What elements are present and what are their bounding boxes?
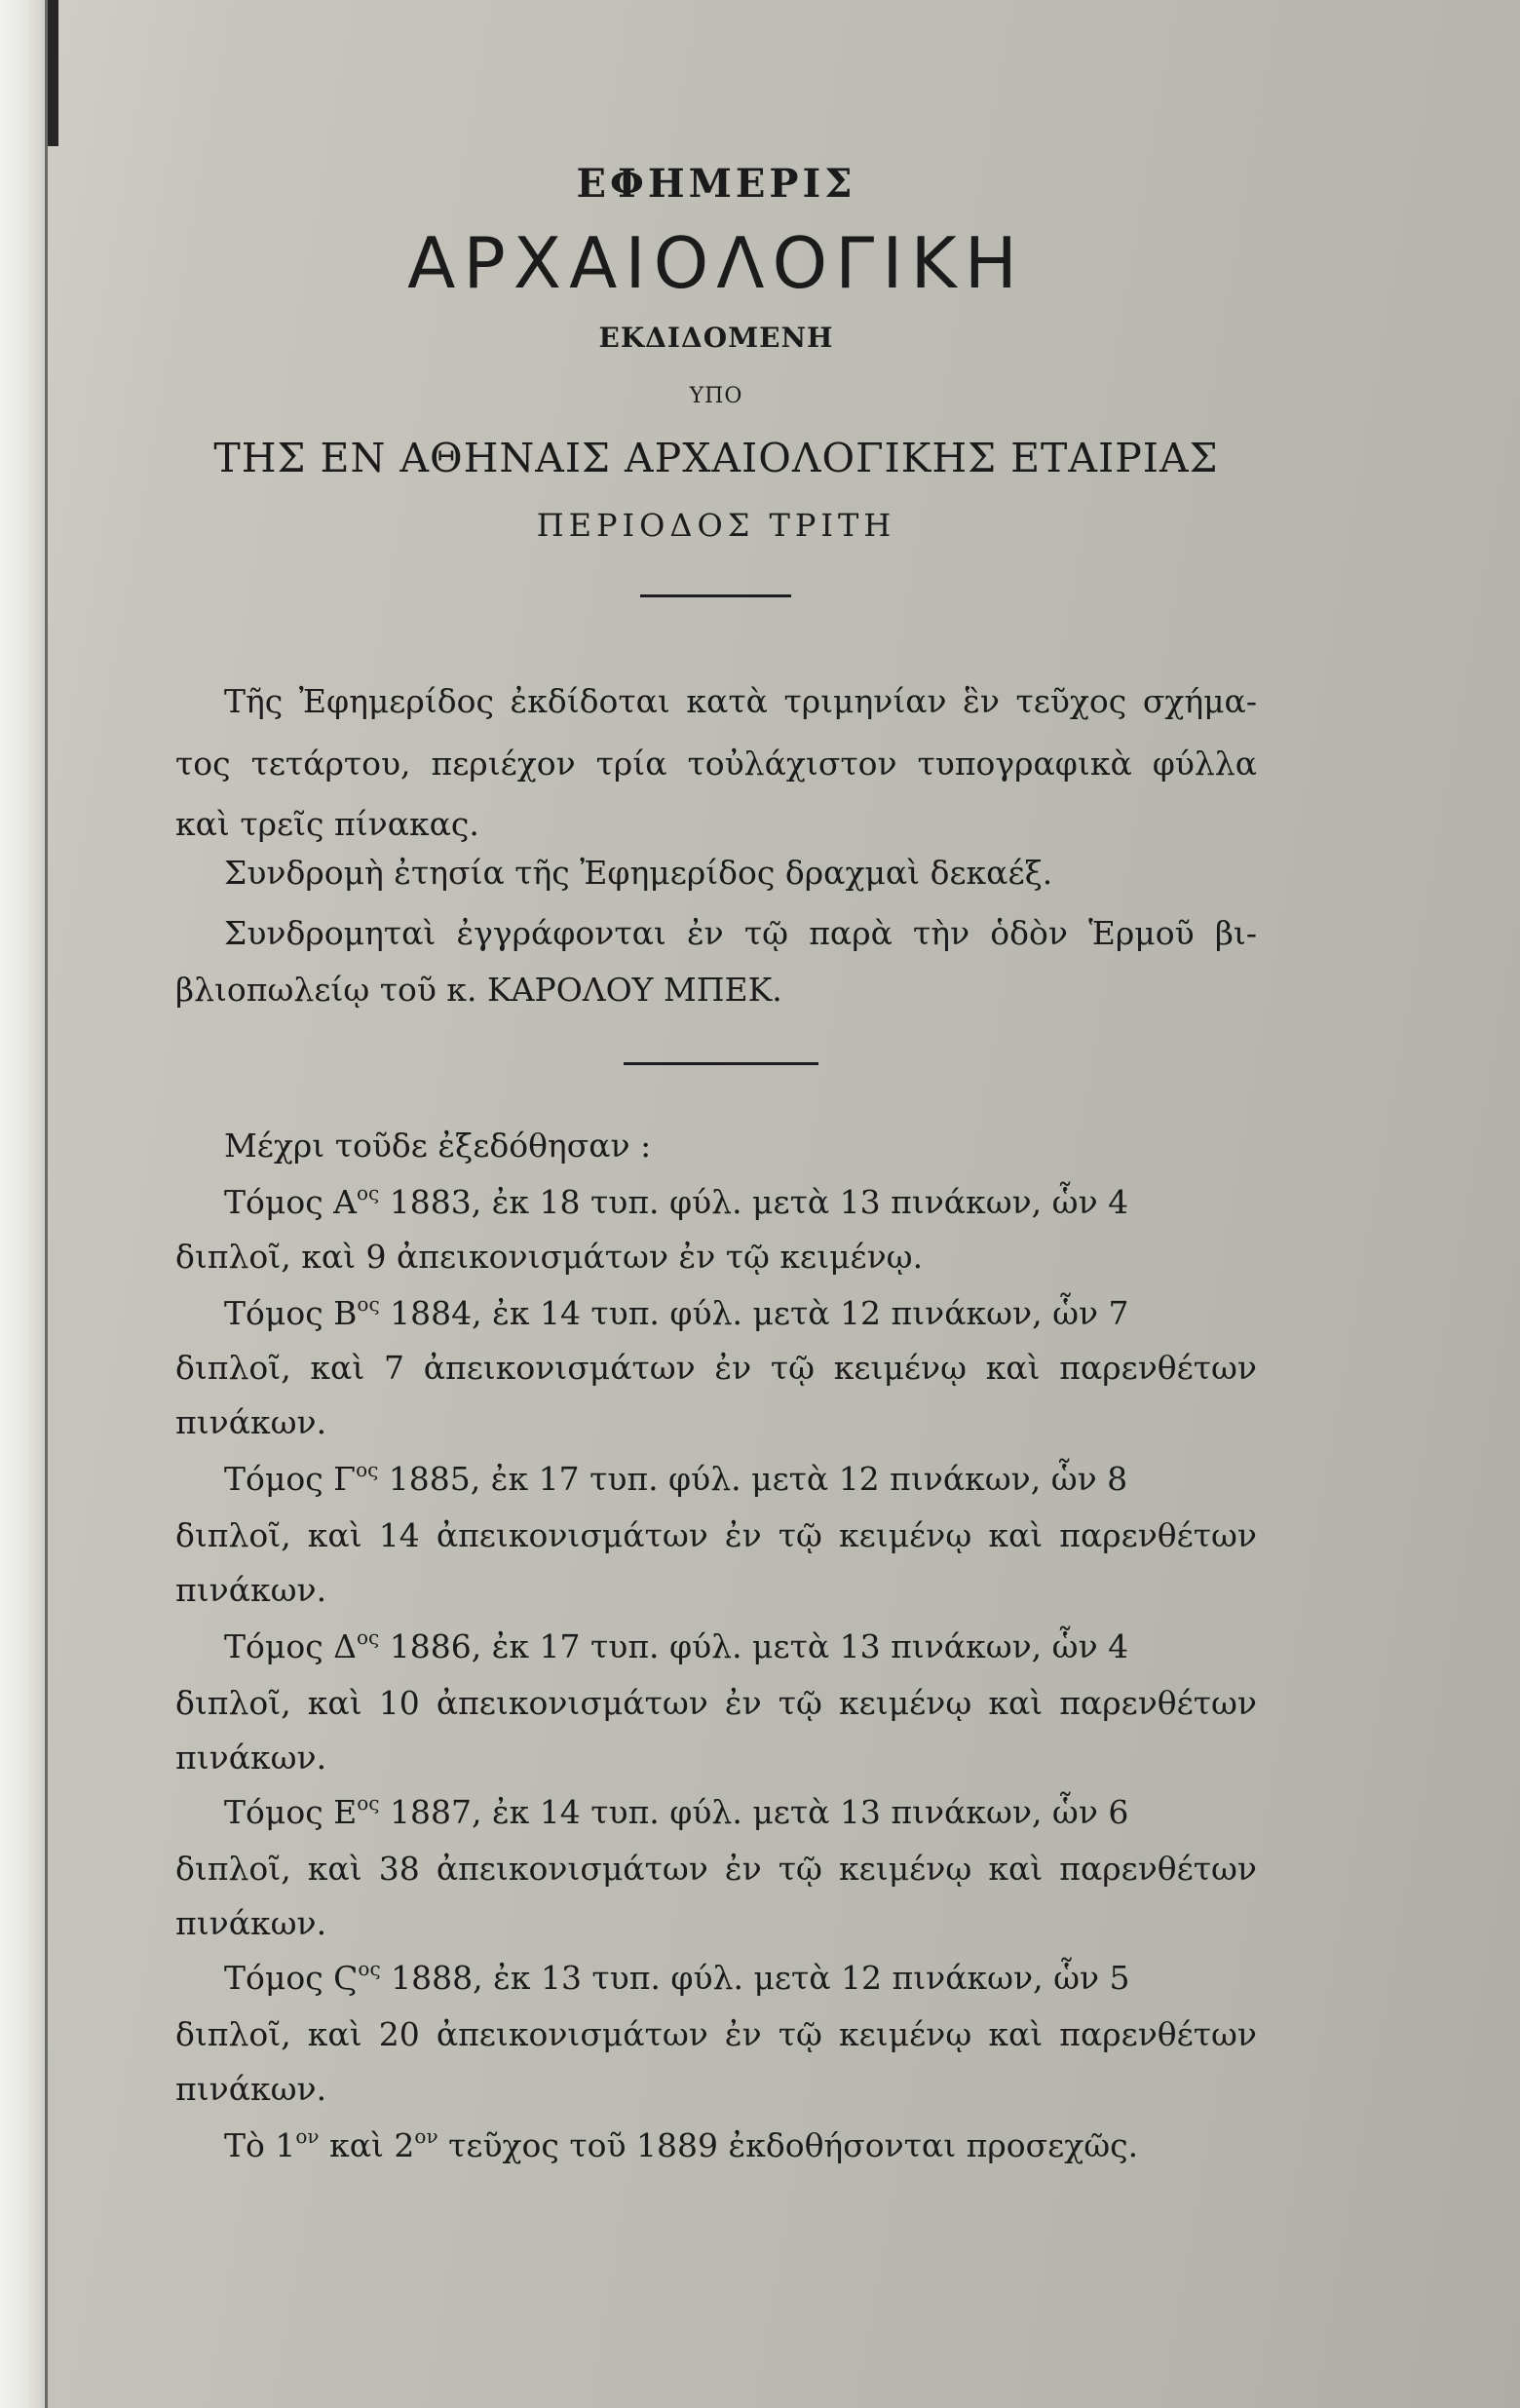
volume-entry-continued: πινάκων. (175, 1403, 327, 1441)
volume-entry-continued: πινάκων. (175, 1739, 327, 1777)
volume-entry (224, 1625, 1128, 1665)
volume-details: 1885, ἐκ 17 τυπ. φύλ. μετὰ 12 πινάκων, ὧν 8 (378, 1460, 1128, 1498)
volume-prefix: Τόμος Ϛ (224, 1959, 359, 1997)
forthcoming-issues (224, 2124, 1138, 2164)
final-text: καὶ 2 (319, 2126, 415, 2164)
volume-details: 1887, ἐκ 14 τυπ. φύλ. μετὰ 13 πινάκων, ὧν 6 (379, 1793, 1129, 1831)
volume-details: 1884, ἐκ 14 τυπ. φύλ. μετὰ 12 πινάκων, ὧν 7 (379, 1294, 1129, 1332)
volume-details: 1886, ἐκ 17 τυπ. φύλ. μετὰ 13 πινάκων, ὧν 4 (379, 1627, 1129, 1665)
volume-prefix: Τόμος Δ (224, 1627, 357, 1665)
volume-prefix: Τόμος Γ (224, 1460, 357, 1498)
volume-entry-continued: διπλοῖ, καὶ 9 ἀπεικονισμάτων ἐν τῷ κειμένῳ. (175, 1238, 924, 1276)
journal-title-main: ΑΡΧΑΙΟΛΟΓΙΚΗ (407, 222, 1025, 304)
volume-entry-continued: διπλοῖ, καὶ 7 ἀπεικονισμάτων ἐν τῷ κειμένῳ καὶ παρενθέτων (175, 1349, 1257, 1387)
volume-prefix: Τόμος Β (224, 1294, 358, 1332)
notice-line: Τῆς Ἐφημερίδος ἐκδίδοται κατὰ τριμηνίαν ἓν τεῦχος σχήμα- (224, 682, 1257, 720)
divider-rule (624, 1062, 818, 1065)
volume-entry (224, 1957, 1130, 1997)
volume-entry (224, 1458, 1127, 1498)
final-text: τεῦχος τοῦ 1889 ἐκδοθήσονται προσεχῶς. (437, 2126, 1139, 2164)
volume-ordinal: ος (357, 1292, 380, 1316)
journal-title-top: ΕΦΗΜΕΡΙΣ (576, 161, 856, 207)
volume-prefix: Τόμος Α (224, 1183, 357, 1221)
volume-entry-continued: διπλοῖ, καὶ 20 ἀπεικονισμάτων ἐν τῷ κειμένῳ καὶ παρενθέτων (175, 2015, 1257, 2053)
volume-entry-continued: διπλοῖ, καὶ 38 ἀπεικονισμάτων ἐν τῷ κειμένῳ καὶ παρενθέτων (175, 1850, 1257, 1888)
divider-rule (640, 594, 791, 597)
volume-entry (224, 1292, 1129, 1332)
society-name: ΤΗΣ ΕΝ ΑΘΗΝΑΙΣ ΑΡΧΑΙΟΛΟΓΙΚΗΣ ΕΤΑΙΡΙΑΣ (213, 435, 1219, 481)
volume-ordinal: ος (356, 1458, 379, 1481)
notice-line: τος τετάρτου, περιέχον τρία τοὐλάχιστον τυπογραφικὰ φύλλα (175, 745, 1257, 783)
published-label: ΕΚΔΙΔΟΜΕΝΗ (598, 322, 834, 354)
page-content (175, 0, 1257, 2408)
final-text: Τὸ 1 (224, 2126, 296, 2164)
published-intro: Μέχρι τοῦδε ἐξεδόθησαν : (224, 1127, 652, 1165)
volume-ordinal: ος (357, 1181, 380, 1204)
final-ordinal: ον (414, 2124, 438, 2148)
subscribers-line: Συνδρομηταὶ ἐγγράφονται ἐν τῷ παρὰ τὴν ὁδὸν Ἑρμοῦ βι- (224, 914, 1257, 952)
subscribers-line: βλιοπωλείῳ τοῦ κ. ΚΑΡΟΛΟΥ ΜΠΕΚ. (175, 971, 782, 1009)
page-edge-strip (0, 0, 48, 2408)
period-label: ΠΕΡΙΟΔΟΣ ΤΡΙΤΗ (536, 507, 896, 544)
volume-entry-continued: πινάκων. (175, 1904, 327, 1942)
volume-entry (224, 1791, 1128, 1831)
volume-entry (224, 1181, 1257, 1221)
by-label: ΥΠΟ (689, 384, 743, 408)
volume-ordinal: ος (357, 1791, 380, 1815)
final-ordinal: ον (295, 2124, 320, 2148)
volume-ordinal: ος (357, 1625, 380, 1649)
volume-entry-continued: διπλοῖ, καὶ 14 ἀπεικονισμάτων ἐν τῷ κειμένῳ καὶ παρενθέτων (175, 1516, 1257, 1554)
notice-line: καὶ τρεῖς πίνακας. (175, 805, 479, 843)
volume-entry-continued: διπλοῖ, καὶ 10 ἀπεικονισμάτων ἐν τῷ κειμένῳ καὶ παρενθέτων (175, 1684, 1257, 1722)
volume-entry-continued: πινάκων. (175, 1571, 327, 1609)
volume-details: 1883, ἐκ 18 τυπ. φύλ. μετὰ 13 πινάκων, ὧν 4 (379, 1183, 1129, 1221)
volume-entry-continued: πινάκων. (175, 2070, 327, 2108)
volume-prefix: Τόμος Ε (224, 1793, 358, 1831)
volume-details: 1888, ἐκ 13 τυπ. φύλ. μετὰ 12 πινάκων, ὧν 5 (380, 1959, 1130, 1997)
subscription-line: Συνδρομὴ ἐτησία τῆς Ἐφημερίδος δραχμαὶ δεκαέξ. (224, 854, 1053, 892)
volume-ordinal: ος (358, 1957, 381, 1980)
